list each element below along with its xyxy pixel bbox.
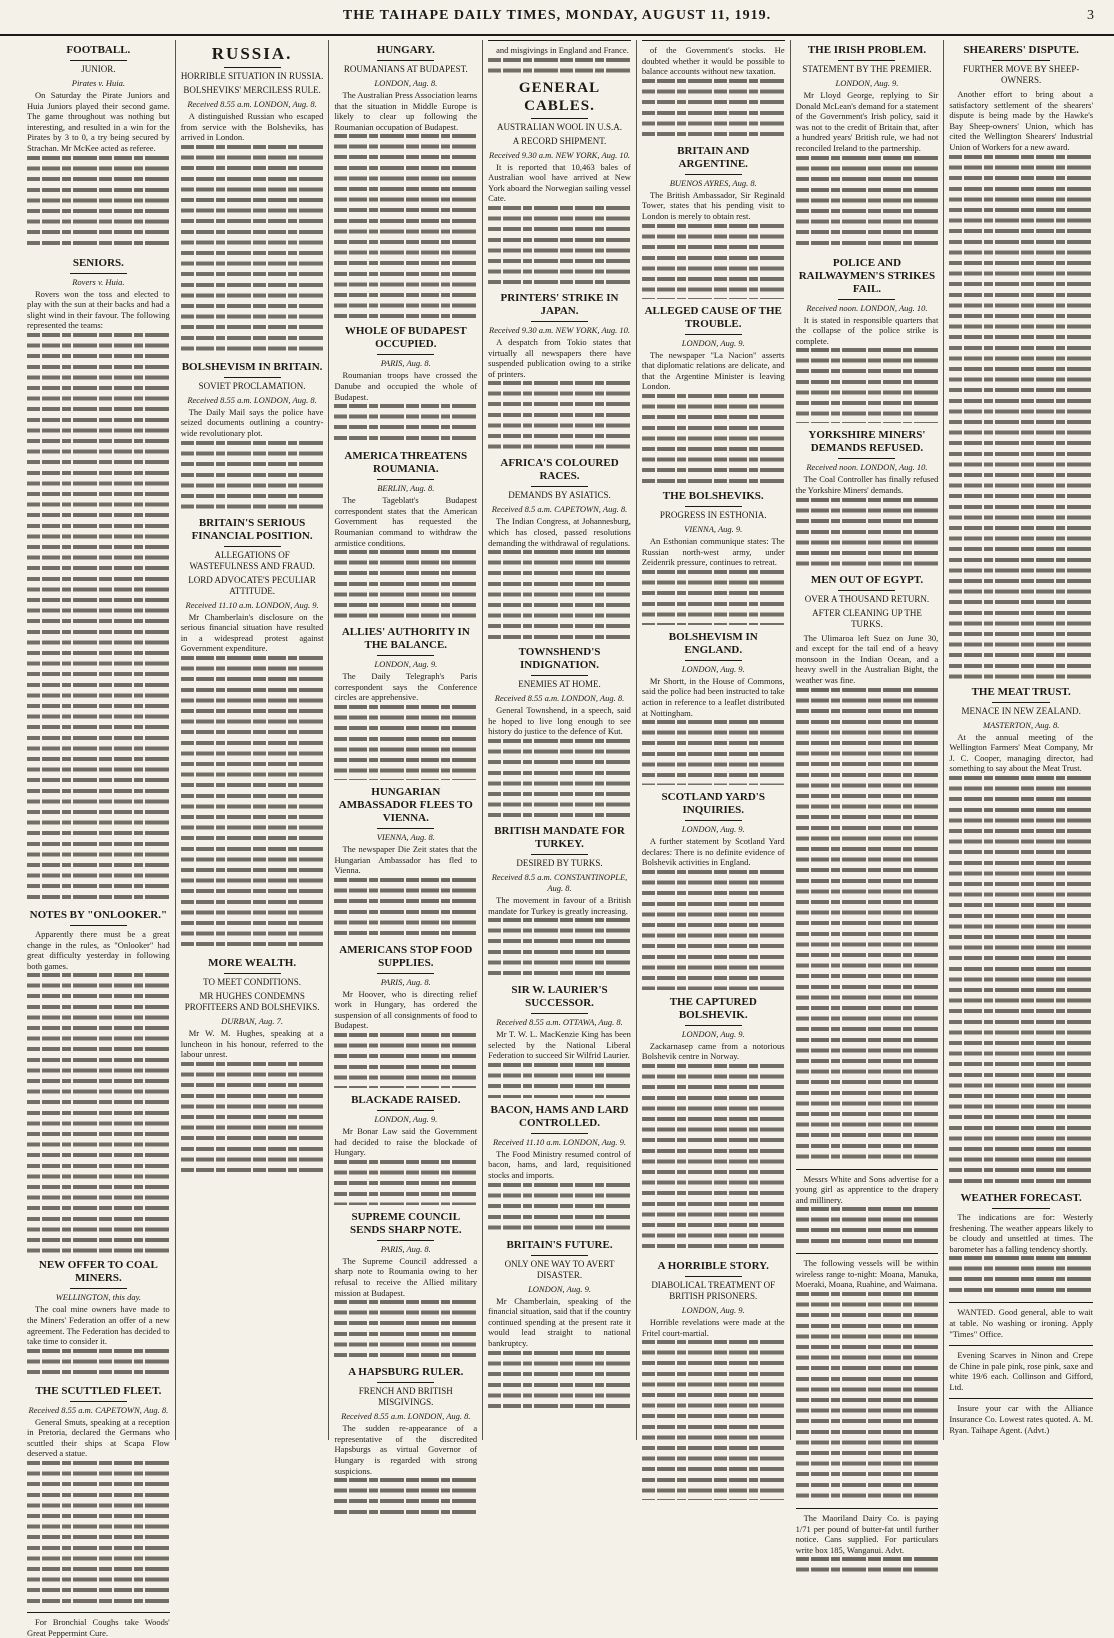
- article: [949, 44, 1093, 680]
- article-headline: TOWNSHEND'S INDIGNATION.: [518, 646, 601, 672]
- article-headline: GENERAL CABLES.: [518, 79, 601, 114]
- article-headline: ALLEGED CAUSE OF THE TROUBLE.: [644, 304, 782, 330]
- article-headline: BLACKADE RAISED.: [351, 1094, 461, 1107]
- article-body: Mr Lloyd George, replying to Sir Donald McLean's demand for a statement of the Government's Irish policy, said it was not to the credit of Britain that, after a hundred years' British rule, we had not reconciled Ireland to the partnership.: [795, 90, 939, 153]
- body-text-lines: [334, 404, 477, 444]
- article-subheadline: STATEMENT BY THE PREMIER.: [802, 64, 932, 74]
- article-headline: SENIORS.: [72, 256, 124, 269]
- headline-rule: [224, 67, 281, 68]
- article-body: Mr Bonar Law said the Government had decided to raise the blockade of Hungary.: [334, 1126, 478, 1158]
- article-subheadline: LORD ADVOCATE'S PECULIAR ATTITUDE.: [188, 574, 316, 596]
- article-dateline: Received 8.55 a.m. LONDON, Aug. 8.: [187, 99, 317, 109]
- body-text-lines: [334, 878, 477, 938]
- article: [488, 292, 631, 451]
- article-dateline: LONDON, Aug. 9.: [681, 663, 745, 674]
- article-subheadline: ONLY ONE WAY TO AVERT DISASTER.: [504, 1258, 615, 1280]
- article: [488, 1104, 631, 1233]
- article-headline: THE MEAT TRUST.: [971, 685, 1071, 698]
- article-headline: BACON, HAMS AND LARD CONTROLLED.: [490, 1103, 629, 1129]
- article-subheadline: BOLSHEVIKS' MERCILESS RULE.: [183, 85, 321, 95]
- body-text-lines: [334, 1300, 477, 1360]
- article-body: and misgivings in England and France.: [496, 45, 629, 55]
- article: [642, 631, 785, 785]
- article-dateline: Received 11.10 a.m. LONDON, Aug. 9.: [492, 1136, 627, 1147]
- article: [334, 786, 477, 938]
- article-subheadline: DEMANDS BY ASIATICS.: [508, 490, 611, 501]
- article-body: A despatch from Tokio states that virtually all newspapers there have suspended publication owing to a strike of printers.: [488, 336, 631, 379]
- article-dateline: LONDON, Aug. 9.: [681, 1028, 745, 1039]
- article-subheadline: DESIRED BY TURKS.: [516, 857, 603, 868]
- body-text-lines: [796, 688, 939, 1163]
- body-text-lines: [796, 1207, 939, 1247]
- article: [334, 944, 477, 1088]
- headline-rule: [838, 60, 895, 61]
- article: [642, 996, 785, 1254]
- article-dateline: Received 8.5 a.m. CONSTANTINOPLE, Aug. 8.: [491, 871, 628, 893]
- article-dateline: VIENNA, Aug. 8.: [376, 831, 435, 842]
- article-dateline: MASTERTON, Aug. 8.: [982, 719, 1060, 730]
- body-text-lines: [27, 1461, 170, 1606]
- article-body: Insure your car with the Alliance Insurance Co. Lowest rates quoted. A. M. Ryan. Taihape Agent. (Advt.): [949, 1403, 1094, 1435]
- article-dateline: PARIS, Aug. 8.: [380, 358, 431, 369]
- article: [642, 305, 785, 484]
- article-body: Messrs White and Sons advertise for a young girl as apprentice to the drapery and millinery.: [795, 1173, 939, 1205]
- article: [27, 1385, 170, 1606]
- body-text-lines: [488, 1351, 631, 1411]
- body-text-lines: [334, 1160, 477, 1205]
- article-body: For Bronchial Coughs take Woods' Great Peppermint Cure.: [27, 1617, 170, 1638]
- article: [642, 490, 785, 625]
- article-body: The Maoriland Dairy Co. is paying 1/71 per pound of butter-fat until further notice. Cans supplied. For particulars write box 185, Wanganui. Advt.: [795, 1513, 939, 1555]
- headline-rule: [377, 479, 434, 480]
- article-subheadline: AUSTRALIAN WOOL IN U.S.A.: [497, 121, 623, 132]
- advertisement: [642, 40, 785, 139]
- body-text-lines: [642, 570, 785, 625]
- article-subheadline: ALLEGATIONS OF WASTEFULNESS AND FRAUD.: [189, 549, 315, 571]
- article: [488, 79, 631, 286]
- article-body: Zackarnasep came from a notorious Bolshevik centre in Norway.: [641, 1040, 785, 1062]
- article-headline: NOTES BY "ONLOOKER.": [29, 908, 168, 921]
- headline-rule: [531, 118, 588, 119]
- article-headline: THE IRISH PROBLEM.: [807, 44, 927, 56]
- article: [949, 1192, 1093, 1296]
- headline-rule: [224, 546, 281, 547]
- headline-rule: [531, 854, 588, 855]
- article-body: The Australian Press Association learns that the situation in Middle Europe is likely to clear up following the Roumanian occupation of Budapest.: [334, 90, 478, 132]
- headline-rule: [685, 1025, 742, 1026]
- article-headline: MORE WEALTH.: [208, 956, 297, 969]
- article-dateline: Received 8.55 a.m. LONDON, Aug. 8.: [494, 693, 625, 704]
- body-text-lines: [488, 58, 631, 73]
- column-grid: [22, 40, 1098, 1638]
- article-dateline: LONDON, Aug. 9.: [681, 1305, 745, 1316]
- headline-rule: [377, 354, 434, 355]
- article-subheadline: ENEMIES AT HOME.: [518, 679, 601, 690]
- body-text-lines: [642, 720, 785, 785]
- article-headline: HUNGARY.: [376, 44, 435, 56]
- article-body: The movement in favour of a British mandate for Turkey is greatly increasing.: [488, 894, 631, 916]
- article-body: The Daily Telegraph's Paris correspondent says the Conference circles are apprehensive.: [334, 671, 478, 703]
- headline-rule: [224, 973, 281, 974]
- column-2: [176, 40, 330, 1440]
- headline-rule: [377, 1240, 434, 1241]
- article-body: The Ulimaroa left Suez on June 30, and except for the tail end of a heavy monsoon in the Indian Ocean, and a heavy swell in the Australian Bight, the weather was fine.: [795, 632, 939, 685]
- article-subheadline: PROGRESS IN ESTHONIA.: [659, 509, 767, 520]
- body-text-lines: [796, 348, 939, 423]
- article-body: The sudden re-appearance of a representative of the discredited Hapsburgs as virtual Governor of Hungary is regarded with strong suspicions.: [334, 1423, 478, 1476]
- article-dateline: LONDON, Aug. 9.: [374, 659, 438, 670]
- article-headline: THE SCUTTLED FLEET.: [35, 1384, 162, 1397]
- body-text-lines: [642, 79, 785, 139]
- headline-rule: [992, 60, 1049, 61]
- article: [796, 574, 939, 1163]
- column-3: [329, 40, 483, 1476]
- headline-rule: [838, 299, 895, 300]
- article-headline: BRITAIN'S FUTURE.: [506, 1238, 613, 1251]
- article-headline: NEW OFFER TO COAL MINERS.: [38, 1259, 158, 1285]
- body-text-lines: [488, 550, 631, 640]
- article-body: It is stated in responsible quarters that the collapse of the police strike is complete.: [795, 314, 939, 346]
- article-headline: BOLSHEVISM IN ENGLAND.: [668, 630, 758, 656]
- article-headline: PRINTERS' STRIKE IN JAPAN.: [500, 291, 619, 317]
- article-body: Mr Chamberlain, speaking of the financial situation, said that if the country continued spending at the present rate it would lead straight to national bankruptcy.: [488, 1295, 631, 1349]
- masthead-title: THE TAIHAPE DAILY TIMES, MONDAY, AUGUST 11, 1919.: [342, 8, 772, 23]
- article-body: The Food Ministry resumed control of bacon, hams, and lard, requisitioned stocks and imports.: [488, 1148, 631, 1181]
- article: [27, 909, 170, 1253]
- article-dateline: Received 8.5 a.m. CAPETOWN, Aug. 8.: [491, 504, 628, 515]
- article-body: Horrible revelations were made at the Fritel court-martial.: [641, 1317, 785, 1338]
- article: [796, 44, 939, 251]
- article: [949, 686, 1093, 1186]
- article: [334, 1211, 477, 1360]
- article-body: General Smuts, speaking at a reception in Pretoria, declared the Germans who scuttled their ships at Scapa Flow deserved a statue.: [27, 1416, 170, 1459]
- headline-rule: [70, 60, 127, 61]
- advertisement: [949, 1398, 1093, 1435]
- article: [488, 457, 631, 640]
- body-text-lines: [642, 1340, 785, 1500]
- article-headline: BRITAIN'S SERIOUS FINANCIAL POSITION.: [191, 516, 313, 542]
- article-body: The coal mine owners have made to the Miners' Federation an offer of a new agreement. The Federation has decided to take time to consider it.: [27, 1304, 170, 1347]
- column-6: [791, 40, 945, 1555]
- article-subheadline: MENACE IN NEW ZEALAND.: [961, 705, 1081, 716]
- article-dateline: BUENOS AYRES, Aug. 8.: [669, 177, 757, 188]
- article-dateline: LONDON, Aug. 9.: [681, 337, 745, 348]
- article-headline: POLICE AND RAILWAYMEN'S STRIKES FAIL.: [798, 256, 936, 295]
- article-body: Evening Scarves in Ninon and Crepe de Chine in pale pink, rose pink, saxe and white 19/6 each. Collinson and Gifford, Ltd.: [949, 1350, 1094, 1392]
- article: [488, 825, 631, 978]
- body-text-lines: [642, 1064, 785, 1254]
- article-body: General Townshend, in a speech, said he hoped to live long enough to see history do justice to the defence of Kut.: [488, 705, 631, 737]
- headline-rule: [377, 1382, 434, 1383]
- article-body: At the annual meeting of the Wellington Farmers' Meat Company, Mr J. C. Cooper, managing director, had something to say about the Meat Trust.: [949, 731, 1094, 774]
- headline-rule: [531, 1133, 588, 1134]
- article-dateline: Pirates v. Huia.: [71, 78, 125, 88]
- article-body: The Supreme Council addressed a sharp note to Roumania owing to her refusal to receive the Allied military mission at Budapest.: [334, 1255, 478, 1298]
- column-4: [483, 40, 637, 1440]
- article-subheadline: HORRIBLE SITUATION IN RUSSIA.: [180, 71, 324, 81]
- article-dateline: Received 9.30 a.m. NEW YORK, Aug. 10.: [489, 324, 631, 335]
- article-body: Mr Hoover, who is directing relief work in Hungary, has ordered the suspension of all consignments of food to Budapest.: [334, 988, 478, 1031]
- article-dateline: LONDON, Aug. 9.: [681, 824, 745, 835]
- advertisement: [27, 1612, 170, 1638]
- body-text-lines: [642, 870, 785, 990]
- article-subheadline: A RECORD SHIPMENT.: [512, 135, 607, 146]
- headline-rule: [531, 1013, 588, 1014]
- article: [27, 44, 170, 251]
- article-headline: HUNGARIAN AMBASSADOR FLEES TO VIENNA.: [338, 785, 473, 824]
- article: [334, 1094, 477, 1205]
- article: [181, 957, 324, 1172]
- body-text-lines: [488, 381, 631, 451]
- body-text-lines: [796, 1557, 939, 1577]
- article-dateline: VIENNA, Aug. 9.: [684, 523, 743, 534]
- article-headline: THE BOLSHEVIKS.: [662, 489, 764, 502]
- article: [334, 325, 477, 444]
- article-headline: SUPREME COUNCIL SENDS SHARP NOTE.: [350, 1210, 462, 1236]
- article-body: The Coal Controller has finally refused the Yorkshire Miners' demands.: [795, 474, 939, 495]
- article-subheadline: FRENCH AND BRITISH MISGIVINGS.: [358, 1386, 453, 1408]
- body-text-lines: [181, 441, 324, 511]
- article: [27, 1259, 170, 1378]
- article-headline: MEN OUT OF EGYPT.: [810, 573, 924, 586]
- article: [334, 44, 477, 319]
- headline-rule: [531, 675, 588, 676]
- article-body: Another effort to bring about a satisfactory settlement of the shearers' dispute is being made by the Hawke's Bay Sheep-owners' Union, which has cited the Wellington Shearers' Industrial Union of Workers for a new award.: [949, 89, 1094, 152]
- article-headline: AMERICANS STOP FOOD SUPPLIES.: [339, 943, 473, 969]
- headline-rule: [838, 590, 895, 591]
- article: [642, 791, 785, 990]
- article: [334, 626, 477, 780]
- body-text-lines: [949, 155, 1093, 680]
- body-text-lines: [334, 134, 477, 319]
- advertisement: [949, 1345, 1093, 1392]
- headline-rule: [70, 925, 127, 926]
- body-text-lines: [488, 739, 631, 819]
- article-headline: RUSSIA.: [211, 44, 293, 63]
- article: [642, 1260, 785, 1500]
- article: [796, 429, 939, 567]
- article-body: An Esthonian communique states: The Russian north-west army, under Zeidenrik pressure, continues to retreat.: [641, 535, 785, 568]
- article-body: The British Ambassador, Sir Reginald Tower, states that his pending visit to London is merely to obtain rest.: [641, 189, 785, 221]
- article-dateline: Received 8.55 a.m. CAPETOWN, Aug. 8.: [28, 1404, 169, 1415]
- article: [181, 517, 324, 951]
- article-headline: SCOTLAND YARD'S INQUIRIES.: [661, 791, 765, 817]
- body-text-lines: [796, 1292, 939, 1502]
- body-text-lines: [334, 1033, 477, 1088]
- headline-rule: [377, 973, 434, 974]
- article: [181, 44, 324, 355]
- article-dateline: Received 8.55 a.m. LONDON, Aug. 8.: [341, 1411, 471, 1422]
- body-text-lines: [796, 156, 939, 251]
- headline-rule: [685, 174, 742, 175]
- article-body: The Tageblatt's Budapest correspondent states that the American Government has requested the Roumanian command to withdraw the armistice conditions.: [334, 495, 478, 548]
- column-7: [944, 40, 1098, 1440]
- headline-rule: [992, 1208, 1049, 1209]
- body-text-lines: [488, 1183, 631, 1233]
- headline-rule: [685, 660, 742, 661]
- advertisement: [796, 1508, 939, 1577]
- headline-rule: [531, 486, 588, 487]
- article-dateline: Received 9.30 a.m. NEW YORK, Aug. 10.: [489, 149, 631, 160]
- article-body: Mr Chamberlain's disclosure on the serious financial situation have resulted in a widespread protest against Government expenditure.: [180, 611, 324, 654]
- body-text-lines: [488, 206, 631, 286]
- article-body: The following vessels will be within wireless range to-night: Moana, Manuka, Moeraki, Moana, Ruahine, and Waimana.: [795, 1258, 939, 1290]
- article-dateline: Received 8.55 a.m. OTTAWA, Aug. 8.: [496, 1017, 623, 1028]
- article-dateline: Received noon. LONDON, Aug. 10.: [806, 462, 928, 473]
- headline-rule: [992, 702, 1049, 703]
- article: [334, 1366, 477, 1518]
- article-body: Rovers won the toss and elected to play with the sun at their backs and had a slight wind in their favour. The following represented the teams:: [27, 288, 170, 331]
- body-text-lines: [796, 498, 939, 568]
- body-text-lines: [334, 705, 477, 780]
- article: [642, 145, 785, 299]
- article-body: Mr T. W. L. MacKenzie King has been selected by the National Liberal Federation to succeed Sir Wilfrid Laurier.: [488, 1029, 631, 1061]
- article-headline: A HAPSBURG RULER.: [348, 1366, 464, 1379]
- headline-rule: [838, 458, 895, 459]
- body-text-lines: [949, 776, 1093, 1186]
- headline-rule: [377, 60, 434, 61]
- article: [796, 257, 939, 424]
- body-text-lines: [27, 333, 170, 903]
- article-body: Mr Shortt, in the House of Commons, said the police had been instructed to take action in reference to a leaflet distributed at Nottingham.: [641, 675, 785, 718]
- article-dateline: PARIS, Aug. 8.: [380, 976, 431, 987]
- headline-rule: [70, 273, 127, 274]
- headline-rule: [685, 506, 742, 507]
- article-body: On Saturday the Pirate Juniors and Huia Juniors played their second game. The game throughout was nothing but interesting, and resulted in a win for the Pirates by 3 to 0, a try being secured by Strachan. Mr McKee acted as referee.: [27, 90, 170, 153]
- article-body: Apparently there must be a great change in the rules, as "Onlooker" had great difficulty yesterday in following both games.: [27, 928, 170, 971]
- advertisement: [796, 1169, 939, 1248]
- article-dateline: LONDON, Aug. 9.: [835, 78, 899, 88]
- article-body: The Indian Congress, at Johannesburg, which has closed, passed resolutions demanding the withdrawal of regulations.: [488, 516, 631, 548]
- body-text-lines: [949, 1256, 1093, 1296]
- article-headline: BRITAIN AND ARGENTINE.: [677, 144, 750, 170]
- article-dateline: LONDON, Aug. 9.: [374, 1114, 438, 1125]
- headline-rule: [377, 655, 434, 656]
- headline-rule: [224, 377, 281, 378]
- advertisement: [949, 1302, 1093, 1339]
- article-headline: BOLSHEVISM IN BRITAIN.: [181, 360, 323, 373]
- article-body: A further statement by Scotland Yard declares: There is no definite evidence of Bolshevik activities in England.: [641, 836, 785, 868]
- column-5: [637, 40, 791, 1440]
- article-subheadline: JUNIOR.: [81, 64, 116, 74]
- article-subheadline: ROUMANIANS AT BUDAPEST.: [343, 64, 468, 74]
- advertisement: [488, 40, 631, 73]
- article-subheadline: AFTER CLEANING UP THE TURKS.: [812, 607, 922, 629]
- article-body: The indications are for: Westerly freshening. The weather appears likely to be cloudy and unsettled at times. The barometer has a falling tendency shortly.: [949, 1211, 1094, 1254]
- article-dateline: Received 11.10 a.m. LONDON, Aug. 9.: [185, 599, 319, 610]
- article-dateline: Received 8.55 a.m. LONDON, Aug. 8.: [187, 394, 317, 405]
- article-dateline: Received noon. LONDON, Aug. 10.: [806, 302, 928, 313]
- headline-rule: [531, 1255, 588, 1256]
- body-text-lines: [181, 145, 324, 355]
- article-headline: AMERICA THREATENS ROUMANIA.: [344, 450, 468, 476]
- article-body: Mr W. M. Hughes, speaking at a luncheon in his honour, referred to the labour unrest.: [180, 1027, 324, 1060]
- article-body: The Daily Mail says the police have seized documents outlining a country-wide revolutionary plot.: [180, 406, 324, 438]
- article-headline: SIR W. LAURIER'S SUCCESSOR.: [511, 984, 608, 1010]
- article-body: WANTED. Good general, able to wait at table. No washing or ironing. Apply "Times" Office.: [949, 1307, 1094, 1339]
- body-text-lines: [488, 1063, 631, 1098]
- body-text-lines: [27, 156, 170, 251]
- article-headline: FOOTBALL.: [66, 44, 131, 56]
- article: [27, 257, 170, 903]
- headline-rule: [685, 1276, 742, 1277]
- article-dateline: PARIS, Aug. 8.: [380, 1243, 431, 1254]
- article-dateline: LONDON, Aug. 9.: [528, 1283, 591, 1294]
- body-text-lines: [181, 656, 324, 951]
- body-text-lines: [27, 1349, 170, 1379]
- article-body: A distinguished Russian who escaped from service with the Bolsheviks, has arrived in London.: [180, 111, 324, 143]
- article-headline: AFRICA'S COLOURED RACES.: [500, 457, 619, 483]
- article-dateline: WELLINGTON, this day.: [55, 1292, 142, 1303]
- article: [488, 646, 631, 819]
- body-text-lines: [488, 918, 631, 978]
- body-text-lines: [181, 1062, 324, 1172]
- headline-rule: [377, 1110, 434, 1111]
- article-headline: ALLIES' AUTHORITY IN THE BALANCE.: [341, 626, 470, 652]
- article-subheadline: MR HUGHES CONDEMNS PROFITEERS AND BOLSHEVIKS.: [184, 990, 320, 1012]
- article: [488, 984, 631, 1098]
- article-subheadline: DIABOLICAL TREATMENT OF BRITISH PRISONERS.: [651, 1280, 776, 1302]
- article: [488, 1239, 631, 1411]
- body-text-lines: [642, 224, 785, 299]
- headline-rule: [531, 321, 588, 322]
- column-1: [22, 40, 176, 1638]
- article-headline: WHOLE OF BUDAPEST OCCUPIED.: [344, 325, 467, 351]
- article-headline: BRITISH MANDATE FOR TURKEY.: [494, 824, 625, 850]
- headline-rule: [70, 1288, 127, 1289]
- article-dateline: DURBAN, Aug. 7.: [221, 1015, 284, 1026]
- article-subheadline: SOVIET PROCLAMATION.: [198, 380, 306, 391]
- article-body: It is reported that 10,463 bales of Australian wool have arrived at New York aboard the Norwegian sailing vessel Cate.: [488, 161, 631, 204]
- body-text-lines: [27, 973, 170, 1253]
- advertisement: [796, 1253, 939, 1502]
- body-text-lines: [334, 1478, 477, 1518]
- article: [181, 361, 324, 511]
- article: [334, 450, 477, 620]
- page-number: 3: [1087, 8, 1094, 23]
- headline-rule: [685, 334, 742, 335]
- article-dateline: BERLIN, Aug. 8.: [377, 483, 435, 494]
- article-subheadline: FURTHER MOVE BY SHEEP-OWNERS.: [962, 64, 1080, 85]
- article-subheadline: OVER A THOUSAND RETURN.: [804, 593, 930, 604]
- article-body: Roumanian troops have crossed the Danube and occupied the whole of Budapest.: [334, 370, 478, 402]
- article-subheadline: TO MEET CONDITIONS.: [203, 976, 302, 987]
- article-headline: SHEARERS' DISPUTE.: [963, 44, 1079, 56]
- article-headline: YORKSHIRE MINERS' DEMANDS REFUSED.: [808, 429, 926, 455]
- body-text-lines: [334, 550, 477, 620]
- article-headline: WEATHER FORECAST.: [960, 1191, 1082, 1204]
- article-body: of the Government's stocks. He doubted whether it would be possible to balance accounts without new taxation.: [641, 45, 785, 77]
- article-dateline: Rovers v. Huia.: [72, 276, 125, 287]
- article-headline: THE CAPTURED BOLSHEVIK.: [669, 995, 757, 1021]
- headline-rule: [377, 828, 434, 829]
- article-headline: A HORRIBLE STORY.: [657, 1260, 769, 1273]
- headline-rule: [685, 820, 742, 821]
- masthead: [0, 0, 1114, 36]
- headline-rule: [70, 1401, 127, 1402]
- article-body: The newspaper "La Nacion" asserts that diplomatic relations are delicate, and that the Argentine Minister is leaving London.: [641, 349, 785, 392]
- body-text-lines: [642, 394, 785, 484]
- article-dateline: LONDON, Aug. 8.: [374, 78, 438, 88]
- article-body: The newspaper Die Zeit states that the Hungarian Ambassador has fled to Vienna.: [334, 843, 478, 876]
